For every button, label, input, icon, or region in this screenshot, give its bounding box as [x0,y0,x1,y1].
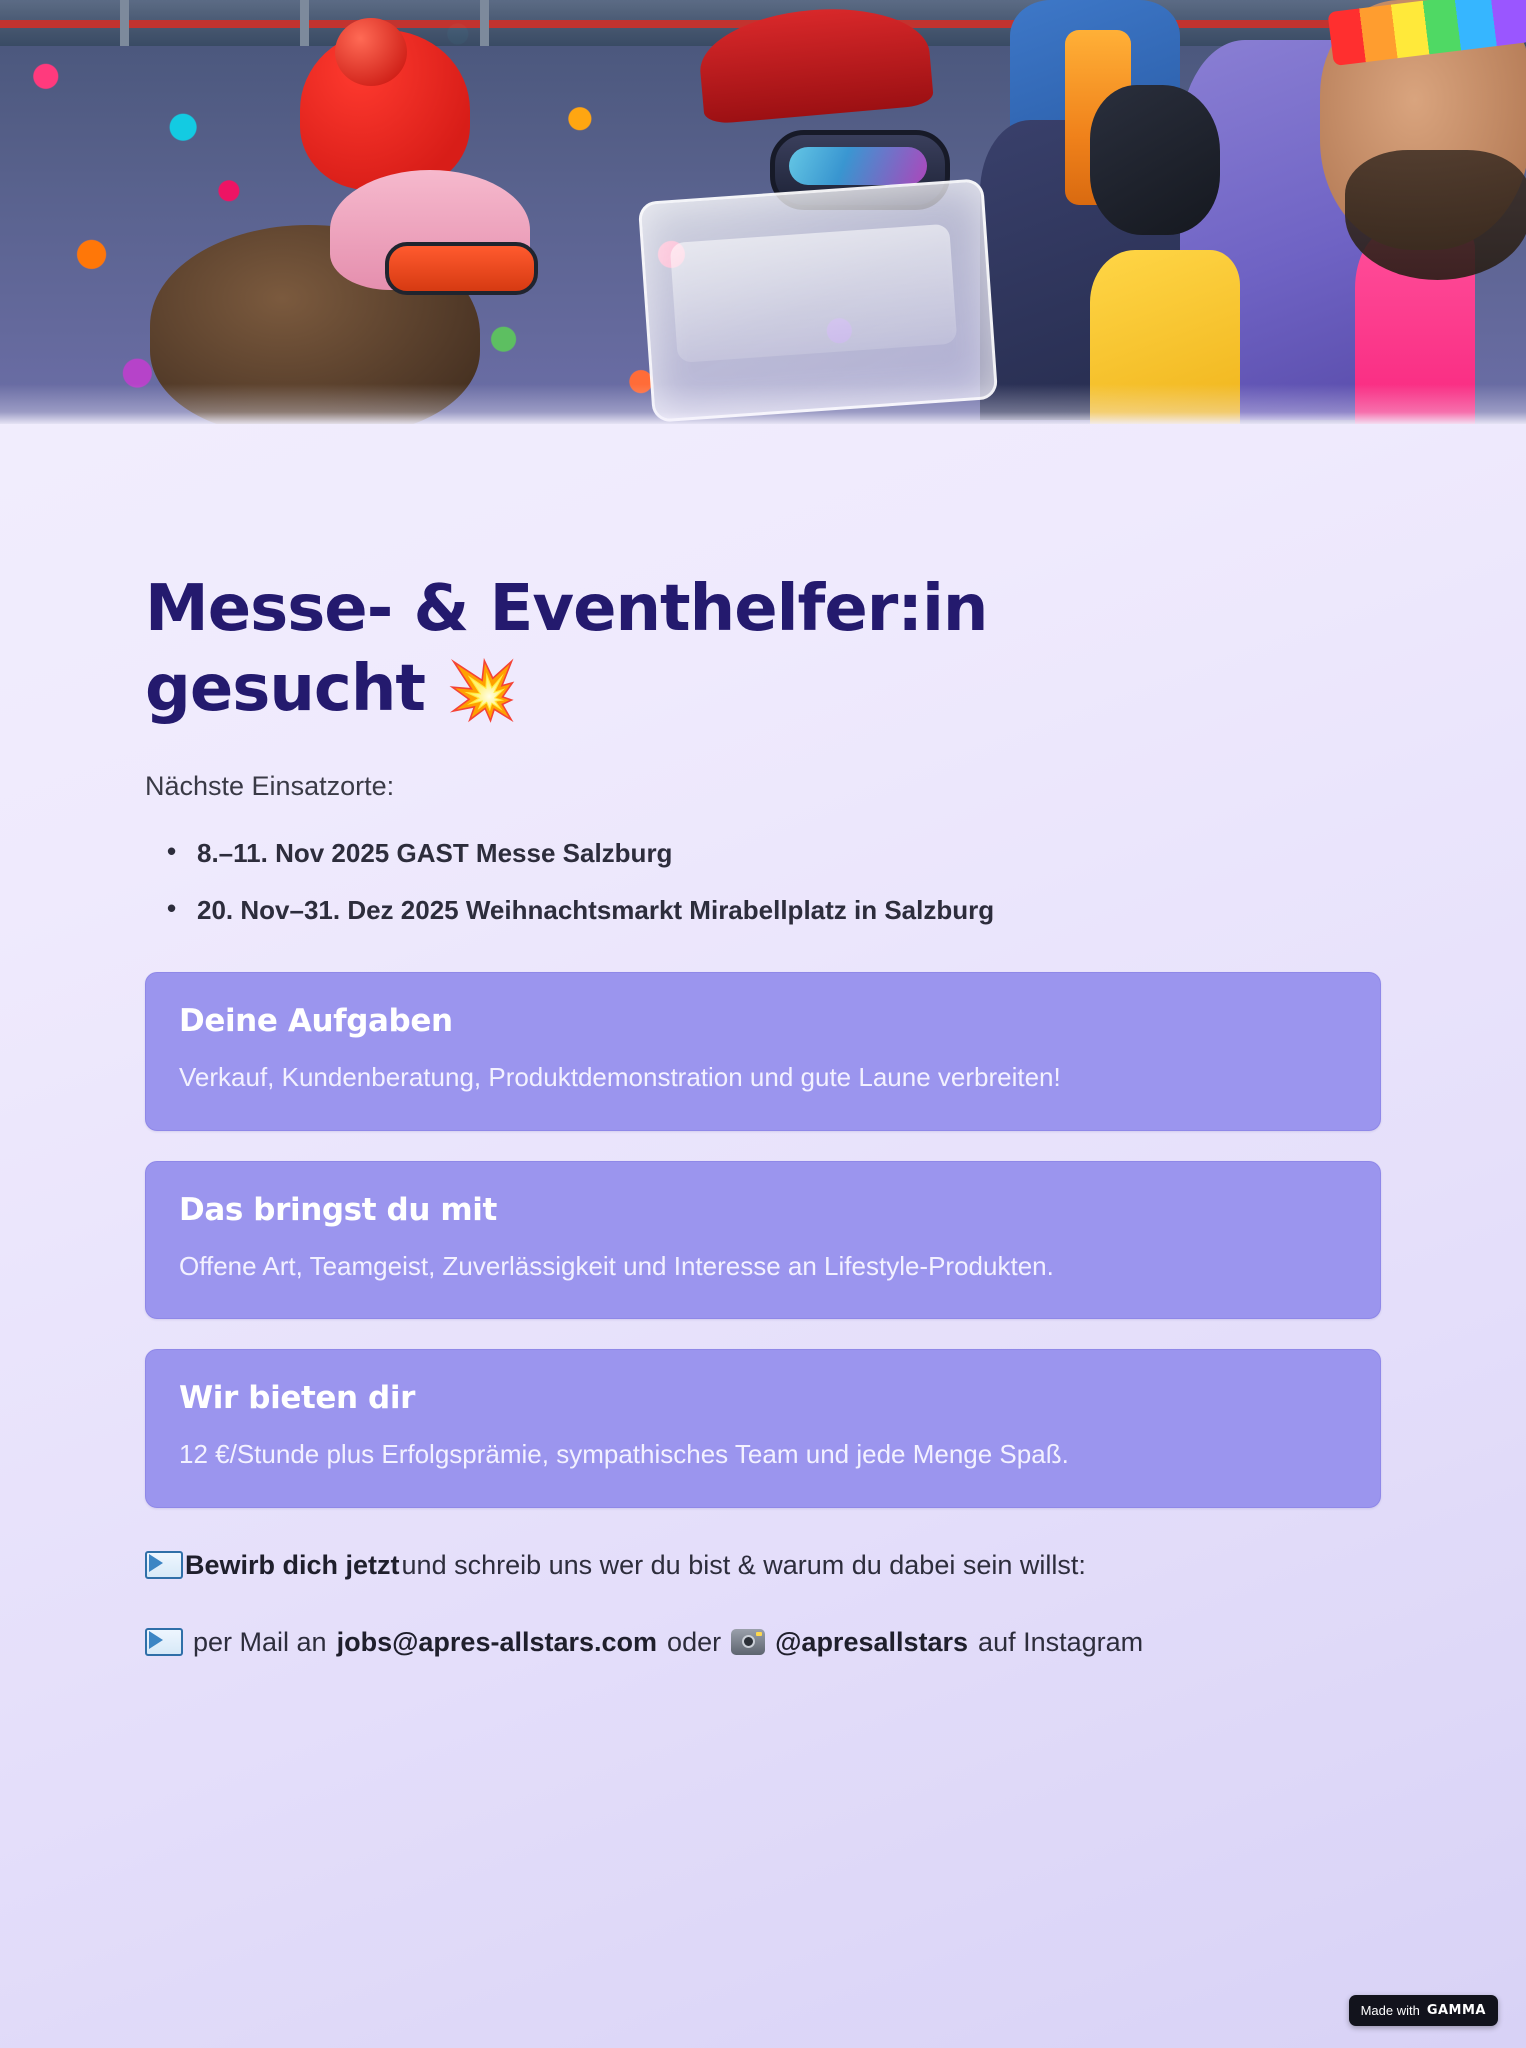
hero-image [0,0,1526,424]
contact-email[interactable]: jobs@apres-allstars.com [336,1626,658,1657]
cta-line [145,1550,1381,1581]
list-item: • 20. Nov–31. Dez 2025 Weihnachtsmarkt Mirabellplatz in Salzburg [197,895,1381,926]
locations-list [145,838,1381,926]
content-area [0,569,1526,1658]
hero-pole [480,0,489,46]
card-text: 12 €/Stunde plus Erfolgsprämie, sympathisches Team und jede Menge Spaß. [179,1439,1069,1469]
card-text: Verkauf, Kundenberatung, Produktdemonstration und gute Laune verbreiten! [179,1062,1061,1092]
hero-pole [120,0,129,46]
hero-pole [300,0,309,46]
card-title: Das bringst du mit [179,1191,497,1228]
contact-instagram-handle[interactable]: @apresallstars [775,1626,969,1657]
made-with-label: Made with [1360,2003,1420,2018]
card-title: Wir bieten dir [179,1380,415,1416]
card-text: Offene Art, Teamgeist, Zuverlässigkeit und Interesse an Lifestyle-Produkten. [179,1250,1054,1281]
gamma-brand-logo: GAMMA [1426,2003,1486,2018]
incoming-envelope-icon [145,1628,183,1656]
hero-bottom-fade [0,384,1526,424]
card-aufgaben [145,972,1381,1131]
incoming-envelope-icon [145,1551,183,1579]
card-mitbringen [145,1161,1381,1320]
contact-prefix: per Mail an [193,1626,327,1657]
card-wir-bieten [145,1349,1381,1508]
explosion-icon: 💥 [446,656,519,724]
camera-with-flash-icon [731,1629,765,1655]
hero-beanie-pompom [335,18,407,86]
cta-rest-text: und schreib uns wer du bist & warum du dabei sein willst: [401,1549,1086,1580]
page-title [145,569,1145,729]
made-with-badge[interactable] [1349,1995,1498,2026]
contact-middle: oder [667,1626,722,1657]
cta-bold-text: Bewirb dich jetzt [185,1549,400,1580]
list-item: • 8.–11. Nov 2025 GAST Messe Salzburg [197,838,1381,869]
page-title-line-2: gesucht [145,652,425,726]
contact-suffix: auf Instagram [978,1626,1144,1657]
hero-person-beard [1345,150,1526,280]
locations-subheading: Nächste Einsatzorte: [145,771,395,801]
hero-orange-sunglasses [385,242,538,295]
page-title-line-1: Messe- & Eventhelfer:in [145,572,988,646]
hero-black-glove [1090,85,1220,235]
contact-line [145,1627,1381,1658]
card-title: Deine Aufgaben [179,1003,453,1039]
